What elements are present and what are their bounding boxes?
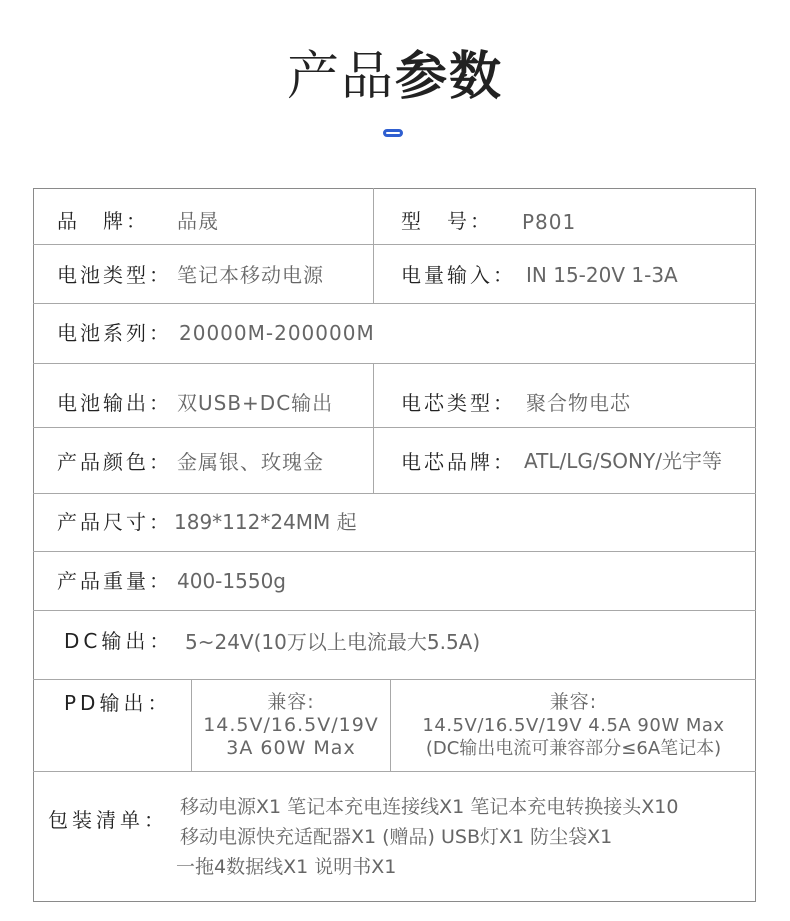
cell-brand-label: 电芯品牌： <box>401 450 516 474</box>
row-divider <box>33 679 756 680</box>
pack-line-1: 移动电源X1 笔记本充电连接线X1 笔记本充电转换接头X10 <box>180 796 679 818</box>
series-label: 电池系列： <box>57 321 172 345</box>
pd-col2-line2: 14.5V/16.5V/19V 4.5A 90W Max <box>422 715 725 736</box>
row-divider <box>33 771 756 772</box>
pack-label: 包装清单： <box>48 808 168 832</box>
dc-value: 5~24V(10万以上电流最大5.5A) <box>185 630 481 654</box>
weight-value: 400-1550g <box>177 569 286 593</box>
weight-label: 产品重量： <box>57 569 172 593</box>
cell-type-value: 聚合物电芯 <box>526 391 631 415</box>
pack-line-2: 移动电源快充适配器X1 (赠品) USB灯X1 防尘袋X1 <box>180 826 613 848</box>
page-title-light: 产品 <box>286 47 395 107</box>
pd-col1-line1: 兼容: <box>267 691 315 713</box>
input-value: IN 15-20V 1-3A <box>526 263 678 287</box>
pd-col1-line3: 3A 60W Max <box>226 737 356 759</box>
cell-type-label: 电芯类型： <box>401 391 516 415</box>
dc-label: DC输出： <box>64 629 174 653</box>
cell-brand-value: ATL/LG/SONY/光宇等 <box>524 449 722 473</box>
page-title <box>0 46 790 108</box>
pack-line-3: 一拖4数据线X1 说明书X1 <box>176 856 397 878</box>
model-value: P801 <box>522 210 577 234</box>
row-divider <box>33 551 756 552</box>
title-underline-pill <box>383 129 403 137</box>
row-divider <box>33 493 756 494</box>
brand-value: 品晟 <box>177 209 219 233</box>
col-divider <box>373 188 374 244</box>
pd-label: PD输出： <box>64 691 172 715</box>
row-divider <box>33 427 756 428</box>
col-divider <box>373 363 374 493</box>
input-label: 电量输入： <box>401 263 516 287</box>
output-label: 电池输出： <box>57 391 172 415</box>
pd-col1-line2: 14.5V/16.5V/19V <box>203 714 379 736</box>
row-divider <box>33 610 756 611</box>
row-divider <box>33 244 756 245</box>
model-label: 型 号： <box>401 209 493 233</box>
battery-type-label: 电池类型： <box>57 263 172 287</box>
col-divider <box>373 244 374 303</box>
pd-col2-line3: (DC输出电流可兼容部分≤6A笔记本) <box>425 738 722 759</box>
brand-label: 品 牌： <box>57 209 149 233</box>
battery-type-value: 笔记本移动电源 <box>177 263 324 287</box>
row-divider <box>33 303 756 304</box>
size-value: 189*112*24MM 起 <box>174 510 357 534</box>
color-label: 产品颜色： <box>57 450 172 474</box>
color-value: 金属银、玫瑰金 <box>177 450 324 474</box>
page-title-bold: 参数 <box>395 47 504 107</box>
pd-col2-line1: 兼容: <box>549 691 598 713</box>
row-divider <box>33 363 756 364</box>
output-value: 双USB+DC输出 <box>177 391 334 415</box>
series-value: 20000M-200000M <box>179 321 375 345</box>
size-label: 产品尺寸： <box>57 510 172 534</box>
